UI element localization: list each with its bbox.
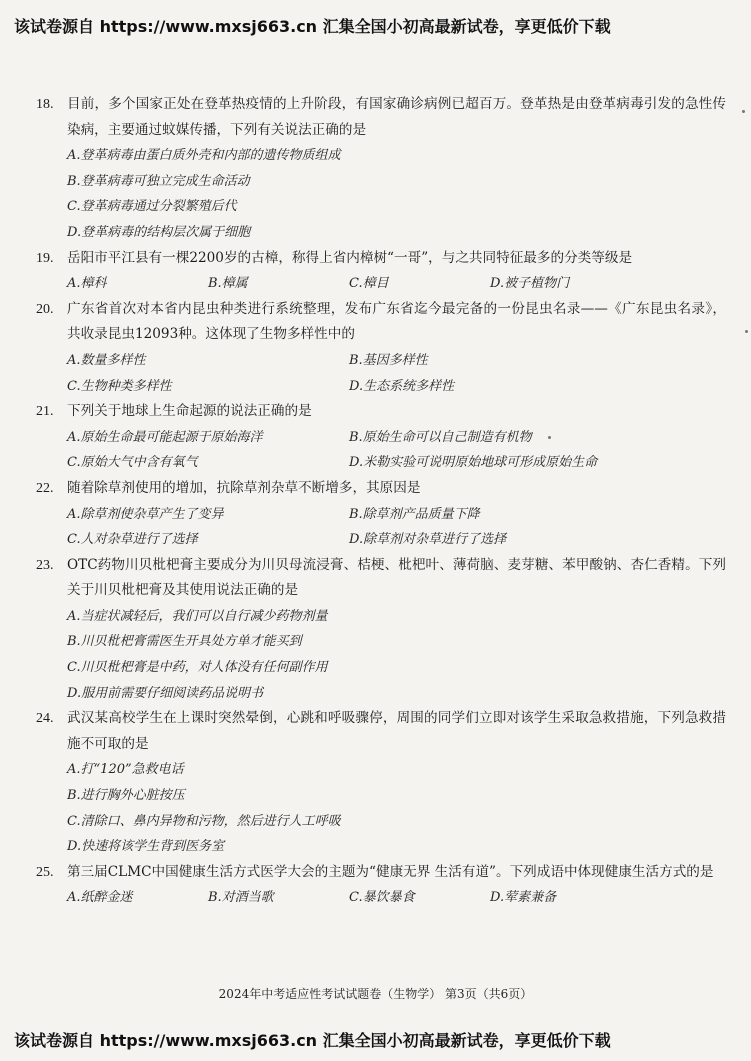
question-18 <box>36 92 726 246</box>
option-c: C.川贝枇杷膏是中药，对人体没有任何副作用 <box>67 660 328 676</box>
question-number: 21. <box>36 404 54 420</box>
option-b: B.除草剂产品质量下降 <box>349 506 480 522</box>
option-c: C.清除口、鼻内异物和污物，然后进行人工呼吸 <box>67 813 341 829</box>
option-a: A.数量多样性 <box>67 352 146 368</box>
question-25 <box>36 860 726 911</box>
question-number: 22. <box>36 480 54 496</box>
question-23 <box>36 553 726 707</box>
scan-speck <box>742 110 745 113</box>
question-stem: 随着除草剂使用的增加，抗除草剂杂草不断增多，其原因是 <box>67 479 421 496</box>
option-c: C.登革病毒通过分裂繁殖后代 <box>67 199 237 215</box>
option-b: B.原始生命可以自己制造有机物 <box>349 429 532 445</box>
question-stem: 武汉某高校学生在上课时突然晕倒，心跳和呼吸骤停，周围的同学们立即对该学生采取急救措施，下列急救措施不可取的是 <box>67 710 726 752</box>
question-stem: 下列关于地球上生命起源的说法正确的是 <box>67 403 312 420</box>
option-a: A.纸醉金迷 <box>67 890 133 906</box>
option-b: B.进行胸外心脏按压 <box>67 788 185 804</box>
question-21 <box>36 399 726 476</box>
question-stem: 广东省首次对本省内昆虫种类进行系统整理，发布广东省迄今最完备的一份昆虫名录——《广东昆虫名录》，共收录昆虫12093种。这体现了生物多样性中的 <box>67 300 726 343</box>
exam-page <box>36 92 726 972</box>
question-stem: 目前，多个国家正处在登革热疫情的上升阶段，有国家确诊病例已超百万。登革热是由登革病毒引发的急性传染病，主要通过蚊媒传播，下列有关说法正确的是 <box>67 96 726 138</box>
question-stem: OTC药物川贝枇杷膏主要成分为川贝母流浸膏、桔梗、枇杷叶、薄荷脑、麦芽糖、苯甲酸钠、杏仁香精。下列关于川贝枇杷膏及其使用说法正确的是 <box>67 556 726 599</box>
option-a: A.当症状减轻后，我们可以自行减少药物剂量 <box>67 608 328 624</box>
page-footer: 2024年中考适应性考试试题卷（生物学） 第3页（共6页） <box>218 987 533 1001</box>
scan-speck <box>548 436 551 439</box>
question-number: 24. <box>36 711 54 727</box>
option-b: B.对酒当歌 <box>208 890 274 906</box>
option-d: D.荤素兼备 <box>490 890 557 906</box>
question-number: 19. <box>36 250 54 266</box>
option-a: A.登革病毒由蛋白质外壳和内部的遗传物质组成 <box>67 148 341 164</box>
scan-speck <box>745 330 748 333</box>
option-d: D.被子植物门 <box>490 276 570 292</box>
question-number: 25. <box>36 864 54 880</box>
question-24 <box>36 706 726 860</box>
option-c: C.樟目 <box>349 276 389 292</box>
question-number: 20. <box>36 301 54 317</box>
option-c: C.生物种类多样性 <box>67 378 172 394</box>
question-22 <box>36 476 726 553</box>
question-number: 18. <box>36 97 54 112</box>
option-c: C.原始大气中含有氧气 <box>67 455 198 471</box>
option-b: B.登革病毒可独立完成生命活动 <box>67 173 250 189</box>
option-d: D.登革病毒的结构层次属于细胞 <box>67 224 251 240</box>
option-c: C.暴饮暴食 <box>349 890 415 906</box>
source-banner-bottom: 该试卷源自 https://www.mxsj663.cn 汇集全国小初高最新试卷，享更低价下载 <box>14 1031 611 1050</box>
option-d: D.服用前需要仔细阅读药品说明书 <box>67 685 264 701</box>
question-stem: 岳阳市平江县有一棵2200岁的古樟，称得上省内樟树“一哥”，与之共同特征最多的分类等级是 <box>67 249 633 266</box>
question-20 <box>36 297 726 399</box>
option-c: C.人对杂草进行了选择 <box>67 532 198 548</box>
question-stem: 第三届CLMC中国健康生活方式医学大会的主题为“健康无界 生活有道”。下列成语中体现健康生活方式的是 <box>67 863 714 880</box>
option-a: A.打“120”急救电话 <box>67 762 184 778</box>
option-b: B.川贝枇杷膏需医生开具处方单才能买到 <box>67 634 302 650</box>
option-a: A.原始生命最可能起源于原始海洋 <box>67 429 263 445</box>
option-d: D.生态系统多样性 <box>349 378 455 394</box>
option-d: D.除草剂对杂草进行了选择 <box>349 532 507 548</box>
option-a: A.除草剂使杂草产生了变异 <box>67 506 224 522</box>
option-a: A.樟科 <box>67 276 107 292</box>
option-d: D.快速将该学生背到医务室 <box>67 839 225 855</box>
option-b: B.基因多样性 <box>349 352 428 368</box>
question-19 <box>36 246 726 297</box>
source-banner-top: 该试卷源自 https://www.mxsj663.cn 汇集全国小初高最新试卷，享更低价下载 <box>14 17 611 36</box>
question-number: 23. <box>36 557 54 573</box>
option-d: D.米勒实验可说明原始地球可形成原始生命 <box>349 455 598 471</box>
option-b: B.樟属 <box>208 276 248 292</box>
